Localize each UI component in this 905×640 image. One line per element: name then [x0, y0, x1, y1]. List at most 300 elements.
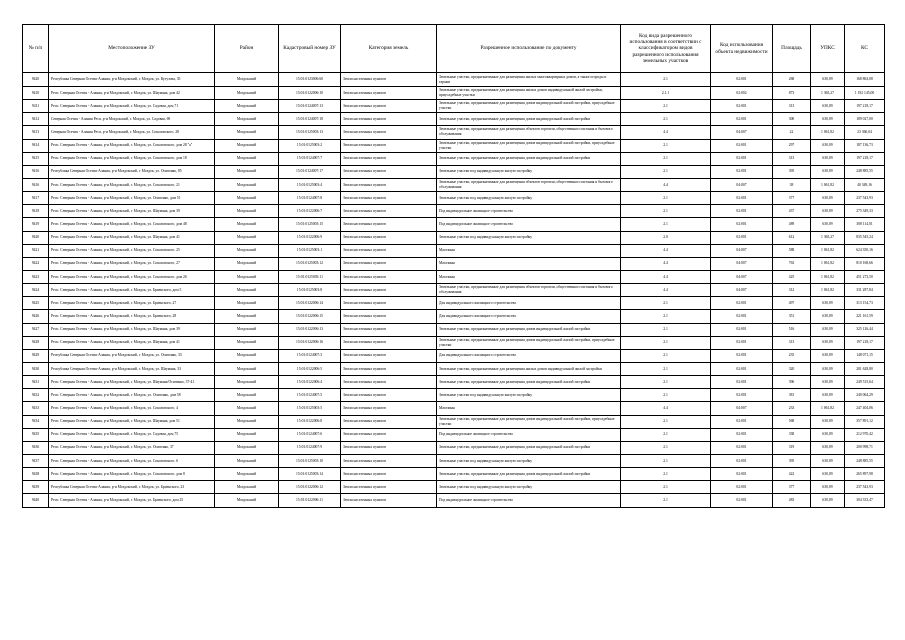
use-type-code-cell: 2.1.1	[621, 87, 711, 100]
cadastral-number-cell: 15:01:0125003:14	[279, 468, 341, 481]
object-use-code-cell: 02:001	[711, 113, 773, 126]
table-row	[23, 178, 885, 191]
location-cell: Респ. Северная Осетия - Алания, р-н Моздокский, г. Моздок, ул. Соколовского, 4	[49, 402, 215, 415]
table-row	[23, 415, 885, 428]
upks-cell: 630,09	[811, 73, 845, 87]
ks-cell: 148 071,15	[845, 349, 885, 362]
table-row	[23, 100, 885, 113]
area-cell: 338	[773, 428, 811, 441]
land-category-cell: Земли населенных пунктов	[341, 336, 437, 349]
district-cell: Моздокский	[215, 270, 279, 283]
area-cell: 516	[773, 323, 811, 336]
area-cell: 395	[773, 165, 811, 178]
object-use-code-cell: 04:007	[711, 402, 773, 415]
permitted-use-cell: Земельные участки, предназначенные для размещения домов индивидуальной жилой застройки, приусадебные участки	[437, 139, 621, 152]
use-type-code-cell: 2.1	[621, 468, 711, 481]
upks-cell: 1 365,27	[811, 87, 845, 100]
area-cell: 396	[773, 376, 811, 389]
land-category-cell: Земли населенных пунктов	[341, 152, 437, 165]
district-cell: Моздокский	[215, 178, 279, 191]
object-use-code-cell: 02:001	[711, 231, 773, 244]
object-use-code-cell: 02:001	[711, 494, 773, 507]
permitted-use-cell: Земельные участки, предназначенные для размещения домов индивидуальной жилой застройки	[437, 323, 621, 336]
district-cell: Моздокский	[215, 310, 279, 323]
use-type-code-cell: 2.1	[621, 494, 711, 507]
object-use-code-cell: 02:001	[711, 139, 773, 152]
cadastral-number-cell: 15:01:0122006:16	[279, 336, 341, 349]
area-cell: 377	[773, 481, 811, 494]
location-cell: Респ. Северная Осетия - Алания, р-н Моздокский, г. Моздок, ул. Садовая, дом 71	[49, 100, 215, 113]
location-cell: Респ. Северная Осетия - Алания, р-н Моздокский, г. Моздок, ул. Шаумяна, дом 42	[49, 87, 215, 100]
use-type-code-cell: 2.1	[621, 218, 711, 231]
row-number-cell: 9426	[23, 310, 49, 323]
cadastral-number-cell: 15:01:0122006:7	[279, 205, 341, 218]
upks-cell: 630,09	[811, 362, 845, 375]
object-use-code-cell: 02:001	[711, 389, 773, 402]
district-cell: Моздокский	[215, 139, 279, 152]
use-type-code-cell: 4.4	[621, 257, 711, 270]
table-row	[23, 336, 885, 349]
use-type-code-cell: 2.1	[621, 481, 711, 494]
cadastral-number-cell: 15:01:0122006:4	[279, 376, 341, 389]
district-cell: Моздокский	[215, 336, 279, 349]
row-number-cell: 9422	[23, 257, 49, 270]
district-cell: Моздокский	[215, 376, 279, 389]
area-cell: 320	[773, 362, 811, 375]
land-category-cell: Земли населенных пунктов	[341, 415, 437, 428]
use-type-code-cell: 2.0	[621, 231, 711, 244]
ks-cell: 197 218,17	[845, 152, 885, 165]
use-type-code-cell: 4.4	[621, 244, 711, 257]
object-use-code-cell: 02:001	[711, 323, 773, 336]
permitted-use-cell: Магазины	[437, 244, 621, 257]
location-cell: Респ. Северная Осетия - Алания, р-н Моздокский, г. Моздок, ул. Шаумяна, дом 41	[49, 336, 215, 349]
ks-cell: 313 154,73	[845, 297, 885, 310]
land-category-cell: Земли населенных пунктов	[341, 454, 437, 467]
use-type-code-cell: 2.1	[621, 192, 711, 205]
permitted-use-cell: Земельные участки под индивидуальную жилую застройку	[437, 165, 621, 178]
upks-cell: 1 061,82	[811, 126, 845, 139]
row-number-cell: 9433	[23, 402, 49, 415]
table-row	[23, 139, 885, 152]
upks-cell: 630,09	[811, 349, 845, 362]
area-cell: 297	[773, 139, 811, 152]
district-cell: Моздокский	[215, 494, 279, 507]
district-cell: Моздокский	[215, 165, 279, 178]
ks-cell: 810 168,66	[845, 257, 885, 270]
row-number-cell: 9434	[23, 415, 49, 428]
area-cell: 38	[773, 178, 811, 191]
ks-cell: 197 218,17	[845, 336, 885, 349]
cadastral-number-cell: 15:01:0122006:8	[279, 415, 341, 428]
table-row	[23, 389, 885, 402]
ks-cell: 247 404,06	[845, 402, 885, 415]
use-type-code-cell: 2.1	[621, 73, 711, 87]
area-cell: 268	[773, 73, 811, 87]
permitted-use-cell: Земельные участки под индивидуальную жилую застройку	[437, 231, 621, 244]
upks-cell: 630,09	[811, 323, 845, 336]
district-cell: Моздокский	[215, 441, 279, 454]
object-use-code-cell: 02:001	[711, 349, 773, 362]
permitted-use-cell: Земельные участки под индивидуальную жилую застройку	[437, 389, 621, 402]
permitted-use-cell: Земельные участки, предназначенные для размещения жилых домов индивидуальной жилой застройки, приусадебные участки	[437, 87, 621, 100]
location-cell: Респ. Северная Осетия - Алания, р-н Моздокский, г. Моздок, ул. Шаумяна, дом 41	[49, 231, 215, 244]
table-row	[23, 270, 885, 283]
table-row	[23, 428, 885, 441]
use-type-code-cell: 2.1	[621, 165, 711, 178]
location-cell: Респ. Северная Осетия - Алания, р-н Моздокский, г. Моздок, ул. Осипенко, дом 58	[49, 389, 215, 402]
area-cell: 425	[773, 270, 811, 283]
ks-cell: 237 543,93	[845, 481, 885, 494]
cadastral-number-cell: 15:01:0125003:8	[279, 284, 341, 297]
cadastral-number-cell: 15:01:0125003:1	[279, 244, 341, 257]
ks-cell: 304 333,47	[845, 494, 885, 507]
upks-cell: 630,09	[811, 297, 845, 310]
district-cell: Моздокский	[215, 428, 279, 441]
land-category-cell: Земли населенных пунктов	[341, 192, 437, 205]
object-use-code-cell: 02:001	[711, 73, 773, 87]
district-cell: Моздокский	[215, 323, 279, 336]
use-type-code-cell: 2.1	[621, 152, 711, 165]
ks-cell: 221 161,59	[845, 310, 885, 323]
cadastral-number-cell: 15:01:0122006:15	[279, 310, 341, 323]
ks-cell: 265 897,98	[845, 468, 885, 481]
object-use-code-cell: 02:001	[711, 428, 773, 441]
land-category-cell: Земли населенных пунктов	[341, 323, 437, 336]
location-cell: Респ. Северная Осетия - Алания, р-н Моздокский, г. Моздок, ул. Осипенко, дом 51	[49, 192, 215, 205]
row-number-cell: 9429	[23, 349, 49, 362]
district-cell: Моздокский	[215, 389, 279, 402]
table-row	[23, 481, 885, 494]
use-type-code-cell: 2.1	[621, 205, 711, 218]
upks-cell: 630,09	[811, 376, 845, 389]
document-sheet	[22, 24, 884, 508]
land-category-cell: Земли населенных пунктов	[341, 389, 437, 402]
table-header	[23, 25, 885, 73]
area-cell: 422	[773, 468, 811, 481]
header-object-use-code: Код использования объекта недвижимости	[711, 25, 773, 73]
use-type-code-cell: 2.1	[621, 323, 711, 336]
cadastral-number-cell: 15:01:0122006:5	[279, 362, 341, 375]
use-type-code-cell: 2.1	[621, 428, 711, 441]
ks-cell: 275 349,33	[845, 205, 885, 218]
cadastral-number-cell: 15:01:0124007:5	[279, 389, 341, 402]
area-cell: 313	[773, 336, 811, 349]
permitted-use-cell: Под индивидуальное жилищное строительство	[437, 428, 621, 441]
object-use-code-cell: 02:001	[711, 468, 773, 481]
permitted-use-cell: Земельные участки, предназначенные для размещения домов индивидуальной жилой застройки	[437, 152, 621, 165]
district-cell: Моздокский	[215, 192, 279, 205]
cadastral-number-cell: 15:01:0124007:3	[279, 349, 341, 362]
cadastral-number-cell: 15:01:0122006:11	[279, 494, 341, 507]
table-row	[23, 165, 885, 178]
use-type-code-cell: 4.4	[621, 178, 711, 191]
table-row	[23, 73, 885, 87]
land-category-cell: Земли населенных пунктов	[341, 402, 437, 415]
header-permitted-use: Разрешенное использование по документу	[437, 25, 621, 73]
district-cell: Моздокский	[215, 87, 279, 100]
table-row	[23, 310, 885, 323]
location-cell: Респ. Северная Осетия - Алания, р-н Моздокский, г. Моздок, ул. Шаумяна, дом 39	[49, 205, 215, 218]
row-number-cell: 9419	[23, 218, 49, 231]
area-cell: 235	[773, 349, 811, 362]
use-type-code-cell: 2.1	[621, 376, 711, 389]
land-category-cell: Земли населенных пунктов	[341, 376, 437, 389]
cadastral-number-cell: 15:01:0125003:4	[279, 178, 341, 191]
land-category-cell: Земли населенных пунктов	[341, 178, 437, 191]
row-number-cell: 9412	[23, 113, 49, 126]
ks-cell: 331 287,84	[845, 284, 885, 297]
table-body	[23, 73, 885, 508]
permitted-use-cell: Земельные участки, предназначенные для размещения домов индивидуальной жилой застройки	[437, 376, 621, 389]
row-number-cell: 9438	[23, 468, 49, 481]
land-category-cell: Земли населенных пунктов	[341, 218, 437, 231]
row-number-cell: 9423	[23, 270, 49, 283]
header-use-type-code: Код вида разрешенного использования в соответствии с классификатором видов разрешенного использования земельных участков	[621, 25, 711, 73]
area-cell: 381	[773, 389, 811, 402]
table-row	[23, 192, 885, 205]
use-type-code-cell: 4.4	[621, 270, 711, 283]
object-use-code-cell: 04:007	[711, 270, 773, 283]
header-row-number: № п/п	[23, 25, 49, 73]
header-district: Район	[215, 25, 279, 73]
land-category-cell: Земли населенных пунктов	[341, 441, 437, 454]
district-cell: Моздокский	[215, 73, 279, 87]
row-number-cell: 9430	[23, 362, 49, 375]
ks-cell: 23 360,04	[845, 126, 885, 139]
row-number-cell: 9410	[23, 87, 49, 100]
location-cell: Северная Осетия - Алания Респ, р-н Моздокский, г. Моздок, ул. Соколовского, 28	[49, 126, 215, 139]
area-cell: 497	[773, 297, 811, 310]
upks-cell: 1 061,82	[811, 244, 845, 257]
cadastral-number-cell: 15:01:0122006:13	[279, 323, 341, 336]
object-use-code-cell: 04:007	[711, 178, 773, 191]
upks-cell: 1 061,82	[811, 284, 845, 297]
header-land-category: Категория земель	[341, 25, 437, 73]
object-use-code-cell: 02:001	[711, 297, 773, 310]
use-type-code-cell: 2.1	[621, 389, 711, 402]
cadastral-number-cell: 15:01:0122006:14	[279, 297, 341, 310]
land-category-cell: Земли населенных пунктов	[341, 113, 437, 126]
land-category-cell: Земли населенных пунктов	[341, 270, 437, 283]
permitted-use-cell: Под индивидуальное жилищное строительство	[437, 218, 621, 231]
object-use-code-cell: 02:001	[711, 415, 773, 428]
cadastral-number-cell: 15:01:0122006:10	[279, 87, 341, 100]
upks-cell: 630,09	[811, 494, 845, 507]
table-row	[23, 205, 885, 218]
permitted-use-cell: Земельные участки, предназначенные для размещения жилых многоквартирных домов, а также огороды и гаражи	[437, 73, 621, 87]
table-row	[23, 454, 885, 467]
ks-cell: 187 136,73	[845, 139, 885, 152]
location-cell: Респ. Северная Осетия - Алания, р-н Моздокский, г. Моздок, ул. Осипенко, 37	[49, 441, 215, 454]
cadastral-number-cell: 15:01:0124007:8	[279, 192, 341, 205]
land-category-cell: Земли населенных пунктов	[341, 481, 437, 494]
row-number-cell: 9428	[23, 336, 49, 349]
upks-cell: 630,09	[811, 218, 845, 231]
upks-cell: 630,09	[811, 428, 845, 441]
district-cell: Моздокский	[215, 402, 279, 415]
header-location: Местоположение ЗУ	[49, 25, 215, 73]
land-category-cell: Земли населенных пунктов	[341, 284, 437, 297]
district-cell: Моздокский	[215, 454, 279, 467]
ks-cell: 248 885,55	[845, 165, 885, 178]
ks-cell: 624 350,16	[845, 244, 885, 257]
header-upks: УПКС	[811, 25, 845, 73]
object-use-code-cell: 04:007	[711, 126, 773, 139]
area-cell: 568	[773, 415, 811, 428]
permitted-use-cell: Земельные участки, предназначенные для размещения жилых домов индивидуальной жилой застройки	[437, 362, 621, 375]
upks-cell: 630,09	[811, 152, 845, 165]
cadastral-number-cell: 15:01:0125003:12	[279, 257, 341, 270]
location-cell: Респ. Северная Осетия - Алания, р-н Моздокский, г. Моздок, ул. Соколовского, дом 8	[49, 468, 215, 481]
land-category-cell: Земли населенных пунктов	[341, 73, 437, 87]
ks-cell: 201 628,80	[845, 362, 885, 375]
district-cell: Моздокский	[215, 113, 279, 126]
use-type-code-cell: 2.1	[621, 113, 711, 126]
ks-cell: 168 863,08	[845, 73, 885, 87]
area-cell: 313	[773, 100, 811, 113]
area-cell: 377	[773, 192, 811, 205]
row-number-cell: 9420	[23, 231, 49, 244]
district-cell: Моздокский	[215, 126, 279, 139]
district-cell: Моздокский	[215, 297, 279, 310]
cadastral-number-cell: 15:01:0124007:7	[279, 152, 341, 165]
row-number-cell: 9416	[23, 178, 49, 191]
upks-cell: 630,09	[811, 441, 845, 454]
row-number-cell: 9427	[23, 323, 49, 336]
row-number-cell: 9417	[23, 192, 49, 205]
upks-cell: 630,09	[811, 100, 845, 113]
upks-cell: 1 061,82	[811, 178, 845, 191]
object-use-code-cell: 02:001	[711, 192, 773, 205]
use-type-code-cell: 2.1	[621, 349, 711, 362]
object-use-code-cell: 02:001	[711, 336, 773, 349]
area-cell: 489	[773, 218, 811, 231]
header-cadastral-number: Кадастровый номер ЗУ	[279, 25, 341, 73]
row-number-cell: 9420	[23, 73, 49, 87]
object-use-code-cell: 04:007	[711, 284, 773, 297]
land-category-cell: Земли населенных пунктов	[341, 139, 437, 152]
row-number-cell: 9437	[23, 454, 49, 467]
land-category-cell: Земли населенных пунктов	[341, 231, 437, 244]
ks-cell: 451 273,50	[845, 270, 885, 283]
ks-cell: 835 545,24	[845, 231, 885, 244]
permitted-use-cell: Под индивидуальное жилищное строительство	[437, 494, 621, 507]
row-number-cell: 9413	[23, 126, 49, 139]
use-type-code-cell: 2.1	[621, 310, 711, 323]
cadastral-number-cell: 15:01:0125003:5	[279, 402, 341, 415]
cadastral-number-cell: 15:01:0125003:13	[279, 126, 341, 139]
land-category-cell: Земли населенных пунктов	[341, 257, 437, 270]
row-number-cell: 9440	[23, 494, 49, 507]
cadastral-number-cell: 15:01:0124007:18	[279, 113, 341, 126]
permitted-use-cell: Земельные участки, предназначенные для размещения домов индивидуальной жилой застройки, приусадебные участки	[437, 415, 621, 428]
upks-cell: 1 061,82	[811, 270, 845, 283]
location-cell: Респ. Северная Осетия - Алания, р-н Моздокский, г. Моздок, ул. Шаумяна, дом 39	[49, 323, 215, 336]
permitted-use-cell: Земельные участки, предназначенные для размещения домов индивидуальной жилой застройки	[437, 441, 621, 454]
use-type-code-cell: 2.1	[621, 139, 711, 152]
table-row	[23, 87, 885, 100]
permitted-use-cell: Земельные участки, предназначенные для размещения домов индивидуальной жилой застройки, приусадебные участки	[437, 100, 621, 113]
row-number-cell: 9425	[23, 297, 49, 310]
ks-cell: 189 027,00	[845, 113, 885, 126]
land-category-cell: Земли населенных пунктов	[341, 468, 437, 481]
location-cell: Респ. Северная Осетия - Алания, р-н Моздокский, г. Моздок, ул. Шаумяна, дом 51	[49, 415, 215, 428]
location-cell: Республика Северная Осетия-Алания, р-н Моздокский, г. Моздок, ул. Осипенко, 85	[49, 165, 215, 178]
row-number-cell: 9436	[23, 441, 49, 454]
permitted-use-cell: Земельные участки под индивидуальную жилую застройку	[437, 454, 621, 467]
object-use-code-cell: 02:001	[711, 310, 773, 323]
land-category-cell: Земли населенных пунктов	[341, 428, 437, 441]
land-category-cell: Земли населенных пунктов	[341, 494, 437, 507]
area-cell: 873	[773, 87, 811, 100]
upks-cell: 630,09	[811, 468, 845, 481]
location-cell: Респ. Северная Осетия - Алания, р-н Моздокский, г. Моздок, ул. Соколовского, 21	[49, 178, 215, 191]
location-cell: Респ. Северная Осетия - Алания, р-н Моздокский, г. Моздок, ул. Шаумяна/Осипенко, 37-41	[49, 376, 215, 389]
permitted-use-cell: Магазины	[437, 270, 621, 283]
location-cell: Респ. Северная Осетия - Алания, р-н Моздокский, г. Моздок, ул. Садовая, дом 75	[49, 428, 215, 441]
location-cell: Респ. Северная Осетия - Алания, р-н Моздокский, г. Моздок, ул. Соколовского, дом 48	[49, 218, 215, 231]
object-use-code-cell: 02:001	[711, 481, 773, 494]
permitted-use-cell: Земельные участки, предназначенные для размещения домов индивидуальной жилой застройки	[437, 113, 621, 126]
district-cell: Моздокский	[215, 481, 279, 494]
row-number-cell: 9432	[23, 389, 49, 402]
cadastral-number-cell: 15:01:0124007:17	[279, 165, 341, 178]
upks-cell: 630,09	[811, 415, 845, 428]
land-category-cell: Земли населенных пунктов	[341, 126, 437, 139]
district-cell: Моздокский	[215, 100, 279, 113]
permitted-use-cell: Для индивидуального жилищного строительства	[437, 310, 621, 323]
location-cell: Республика Северная Осетия-Алания, р-н Моздокский, г. Моздок, ул. Бриенского, 23	[49, 481, 215, 494]
cadastral-number-cell: 15:01:0123006:60	[279, 73, 341, 87]
use-type-code-cell: 4.4	[621, 126, 711, 139]
area-cell: 395	[773, 454, 811, 467]
location-cell: Респ. Северная Осетия - Алания, р-н Моздокский, г. Моздок, ул. Соколовского, дом 26	[49, 270, 215, 283]
object-use-code-cell: 02:002	[711, 87, 773, 100]
district-cell: Моздокский	[215, 468, 279, 481]
area-cell: 612	[773, 231, 811, 244]
location-cell: Респ. Северная Осетия - Алания, р-н Моздокский, г. Моздок, ул. Соколовского, 25	[49, 244, 215, 257]
object-use-code-cell: 02:001	[711, 165, 773, 178]
land-category-cell: Земли населенных пунктов	[341, 349, 437, 362]
area-cell: 437	[773, 205, 811, 218]
permitted-use-cell: Земельные участки, предназначенные для размещения домов индивидуальной жилой застройки	[437, 468, 621, 481]
row-number-cell: 9418	[23, 205, 49, 218]
object-use-code-cell: 02:001	[711, 376, 773, 389]
table-row	[23, 349, 885, 362]
area-cell: 233	[773, 402, 811, 415]
ks-cell: 240 064,29	[845, 389, 885, 402]
permitted-use-cell: Для индивидуального жилищного строительства	[437, 349, 621, 362]
location-cell: Респ. Северная Осетия - Алания, р-н Моздокский, г. Моздок, ул. Соколовского, дом 28 "а"	[49, 139, 215, 152]
upks-cell: 630,09	[811, 113, 845, 126]
permitted-use-cell: Земельные участки, предназначенные для размещения объектов торговли, общественного питания и бытового обслуживания	[437, 284, 621, 297]
district-cell: Моздокский	[215, 205, 279, 218]
ks-cell: 40 349,16	[845, 178, 885, 191]
area-cell: 22	[773, 126, 811, 139]
cadastral-number-cell: 15:01:0125003:11	[279, 270, 341, 283]
land-category-cell: Земли населенных пунктов	[341, 87, 437, 100]
row-number-cell: 9416	[23, 165, 49, 178]
land-category-cell: Земли населенных пунктов	[341, 362, 437, 375]
object-use-code-cell: 02:001	[711, 100, 773, 113]
ks-cell: 197 218,17	[845, 100, 885, 113]
use-type-code-cell: 2.1	[621, 297, 711, 310]
area-cell: 351	[773, 310, 811, 323]
upks-cell: 630,09	[811, 192, 845, 205]
ks-cell: 357 891,12	[845, 415, 885, 428]
district-cell: Моздокский	[215, 231, 279, 244]
